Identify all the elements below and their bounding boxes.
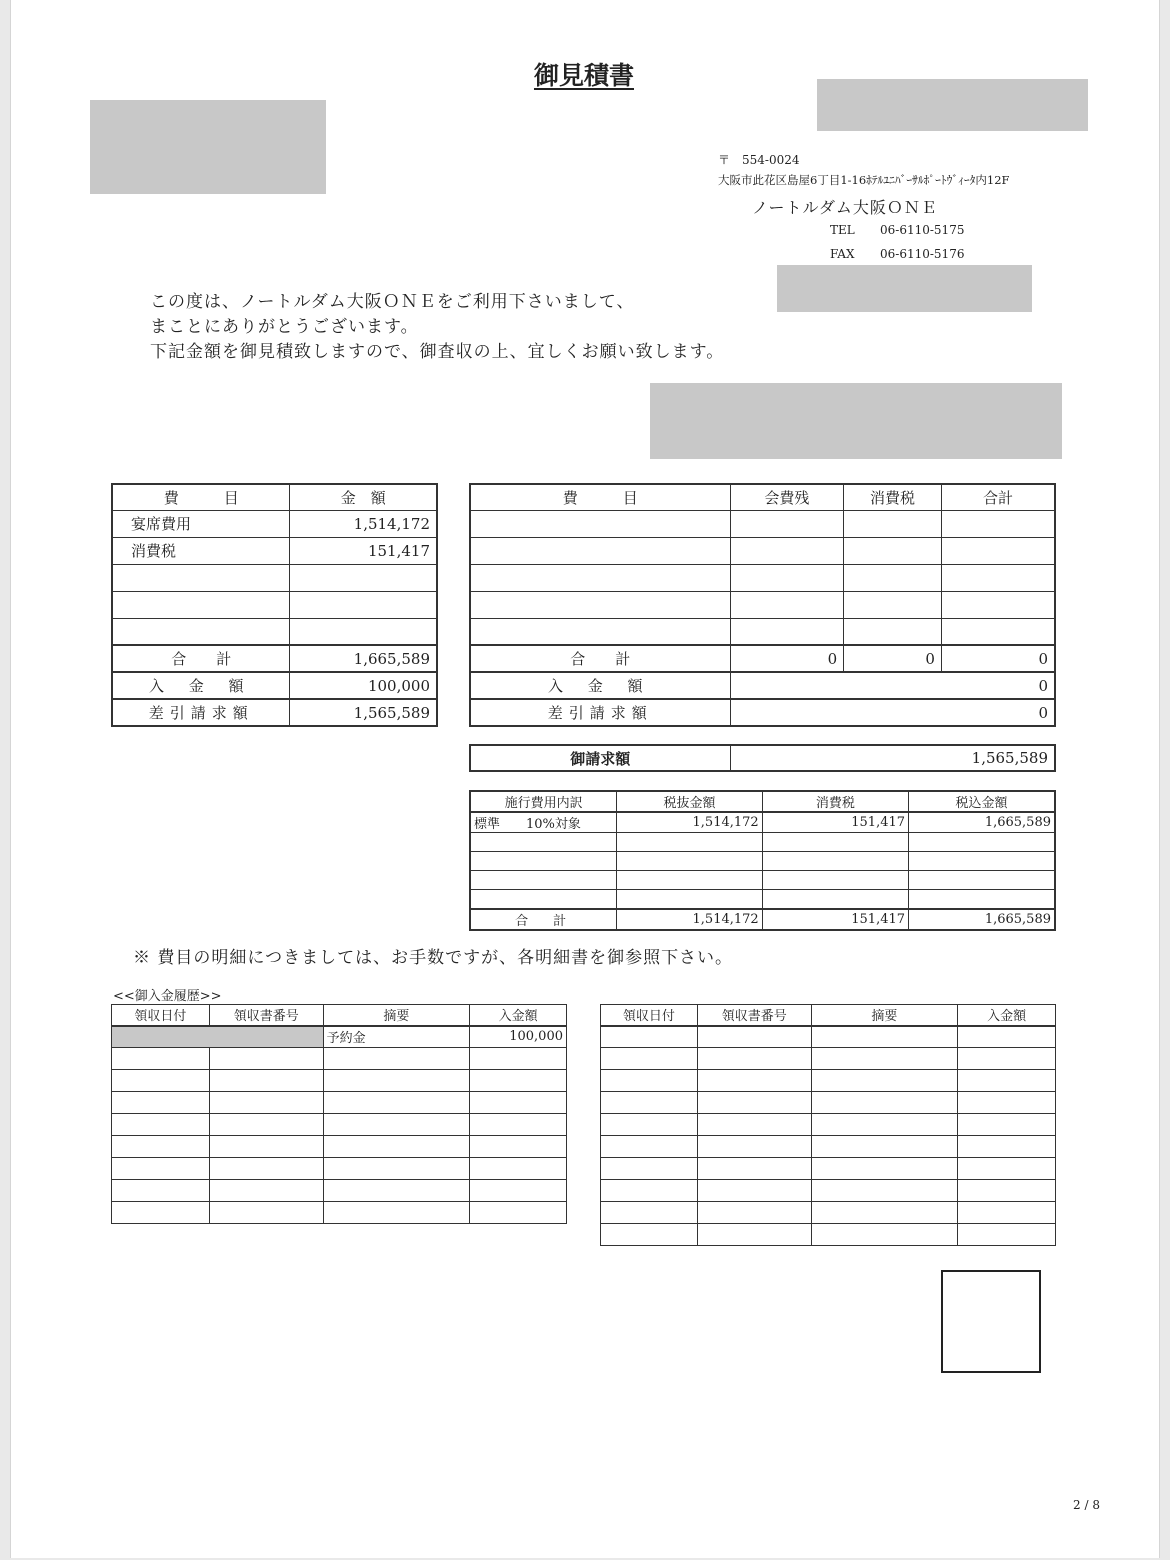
empty-cell (470, 1136, 567, 1158)
breakdown-total-excl: 1,514,172 (617, 909, 762, 930)
header-payment-amount: 入金額 (470, 1005, 567, 1026)
header-receipt-number: 領収書番号 (697, 1005, 811, 1026)
empty-cell (470, 537, 730, 564)
empty-cell (697, 1224, 811, 1246)
item-name: 消費税 (112, 537, 290, 564)
summary-table-left (111, 483, 438, 727)
empty-cell (811, 1026, 958, 1048)
payment-history-table-right (600, 1004, 1056, 1246)
empty-cell (112, 1048, 210, 1070)
empty-cell (470, 833, 617, 852)
empty-cell (697, 1026, 811, 1048)
empty-cell (112, 1180, 210, 1202)
redacted-date (817, 79, 1088, 131)
total-label: 合 計 (112, 645, 290, 672)
empty-cell (601, 1114, 698, 1136)
header-incl: 税込金額 (909, 791, 1055, 812)
breakdown-total-label: 合 計 (470, 909, 617, 930)
empty-cell (617, 890, 762, 909)
empty-cell (697, 1136, 811, 1158)
empty-cell (290, 591, 437, 618)
header-breakdown: 施行費用内訳 (470, 791, 617, 812)
empty-cell (811, 1180, 958, 1202)
empty-cell (323, 1070, 470, 1092)
empty-cell (323, 1136, 470, 1158)
empty-cell (941, 618, 1055, 645)
stamp-box (941, 1270, 1041, 1373)
empty-cell (601, 1158, 698, 1180)
empty-cell (762, 871, 908, 890)
total-amount: 1,665,589 (290, 645, 437, 672)
empty-cell (730, 618, 844, 645)
empty-cell (470, 618, 730, 645)
empty-cell (958, 1070, 1056, 1092)
table-row (601, 1224, 1056, 1246)
header-description: 摘要 (323, 1005, 470, 1026)
empty-cell (844, 618, 942, 645)
empty-cell (844, 510, 942, 537)
empty-cell (323, 1158, 470, 1180)
empty-cell (209, 1092, 323, 1114)
empty-cell (730, 510, 844, 537)
empty-cell (323, 1114, 470, 1136)
empty-cell (470, 591, 730, 618)
empty-cell (697, 1180, 811, 1202)
empty-cell (112, 1070, 210, 1092)
empty-cell (697, 1114, 811, 1136)
document-title: 御見積書 (533, 61, 634, 90)
empty-cell (112, 591, 290, 618)
empty-cell (601, 1224, 698, 1246)
empty-cell (470, 1180, 567, 1202)
empty-cell (470, 852, 617, 871)
empty-cell (730, 537, 844, 564)
item-amount: 151,417 (290, 537, 437, 564)
breakdown-total-incl: 1,665,589 (909, 909, 1055, 930)
table-row (470, 510, 1055, 537)
empty-cell (470, 1070, 567, 1092)
empty-cell (323, 1180, 470, 1202)
empty-cell (958, 1180, 1056, 1202)
table-row (601, 1202, 1056, 1224)
empty-cell (470, 871, 617, 890)
empty-cell (941, 510, 1055, 537)
tel-number: 06-6110-5175 (880, 223, 965, 237)
empty-cell (909, 871, 1055, 890)
empty-cell (811, 1202, 958, 1224)
redacted-receipt-date (112, 1026, 210, 1048)
header-receipt-date: 領収日付 (601, 1005, 698, 1026)
table-row (112, 618, 437, 645)
header-total: 合計 (941, 484, 1055, 510)
empty-cell (112, 564, 290, 591)
empty-cell (958, 1158, 1056, 1180)
empty-cell (470, 564, 730, 591)
table-row (112, 1114, 567, 1136)
postal-code: 〒 554-0024 (718, 153, 800, 167)
page-number: 2 / 8 (1073, 1498, 1100, 1512)
table-row (470, 833, 1055, 852)
empty-cell (697, 1070, 811, 1092)
empty-cell (844, 537, 942, 564)
empty-cell (941, 564, 1055, 591)
summary-table-right (469, 483, 1056, 727)
empty-cell (112, 1092, 210, 1114)
table-row (601, 1070, 1056, 1092)
header-payment-amount: 入金額 (958, 1005, 1056, 1026)
table-row (601, 1026, 1056, 1048)
empty-cell (697, 1158, 811, 1180)
empty-cell (811, 1048, 958, 1070)
table-row (470, 812, 1055, 833)
total-row (112, 645, 437, 672)
redacted-event-info (650, 383, 1062, 459)
balance-amount: 0 (730, 699, 1055, 726)
table-row (112, 1048, 567, 1070)
received-label: 入 金 額 (470, 672, 730, 699)
tel-label: TEL (830, 223, 855, 237)
header-description: 摘要 (811, 1005, 958, 1026)
billing-amount: 1,565,589 (730, 745, 1055, 771)
greeting (150, 290, 724, 365)
item-amount: 1,514,172 (290, 510, 437, 537)
redacted-recipient (90, 100, 326, 194)
billing-label: 御請求額 (470, 745, 730, 771)
empty-cell (112, 1136, 210, 1158)
empty-cell (209, 1158, 323, 1180)
empty-cell (811, 1158, 958, 1180)
sender-address: 大阪市此花区島屋6丁目1-16ﾎﾃﾙﾕﾆﾊﾞｰｻﾙﾎﾟｰﾄｳﾞｨｰﾀ内12F (718, 173, 1010, 187)
balance-label: 差引請求額 (470, 699, 730, 726)
breakdown-name: 標準 10%対象 (470, 812, 617, 833)
company-name: ノートルダム大阪ＯＮＥ (752, 198, 938, 217)
redacted-stamp (777, 265, 1032, 312)
table-row (112, 1070, 567, 1092)
fax-label: FAX (830, 247, 855, 261)
empty-cell (209, 1114, 323, 1136)
empty-cell (323, 1048, 470, 1070)
total-tax: 0 (844, 645, 942, 672)
table-row (470, 591, 1055, 618)
header-amount: 金 額 (290, 484, 437, 510)
table-row (470, 890, 1055, 909)
table-row (112, 1158, 567, 1180)
empty-cell (601, 1026, 698, 1048)
empty-cell (958, 1026, 1056, 1048)
greeting-line: まことにありがとうございます。 (150, 317, 419, 337)
table-row (112, 564, 437, 591)
total-membership: 0 (730, 645, 844, 672)
table-row (112, 1136, 567, 1158)
empty-cell (470, 1202, 567, 1224)
balance-amount: 1,565,589 (290, 699, 437, 726)
empty-cell (697, 1092, 811, 1114)
header-excl: 税抜金額 (617, 791, 762, 812)
table-row (601, 1092, 1056, 1114)
empty-cell (811, 1114, 958, 1136)
empty-cell (958, 1092, 1056, 1114)
empty-cell (112, 1114, 210, 1136)
empty-cell (617, 871, 762, 890)
empty-cell (601, 1048, 698, 1070)
empty-cell (762, 833, 908, 852)
payment-description: 予約金 (323, 1026, 470, 1048)
header-membership-balance: 会費残 (730, 484, 844, 510)
empty-cell (909, 852, 1055, 871)
table-row (470, 852, 1055, 871)
fax-number: 06-6110-5176 (880, 247, 965, 261)
table-row (112, 510, 437, 537)
empty-cell (112, 1202, 210, 1224)
empty-cell (209, 1202, 323, 1224)
breakdown-incl: 1,665,589 (909, 812, 1055, 833)
total-row (470, 645, 1055, 672)
greeting-line: 下記金額を御見積致しますので、御査収の上、宜しくお願い致します。 (150, 342, 725, 362)
empty-cell (470, 1048, 567, 1070)
empty-cell (762, 890, 908, 909)
empty-cell (470, 1158, 567, 1180)
table-row (601, 1048, 1056, 1070)
empty-cell (323, 1092, 470, 1114)
empty-cell (909, 833, 1055, 852)
redacted-receipt-number (209, 1026, 323, 1048)
header-tax: 消費税 (844, 484, 942, 510)
empty-cell (470, 890, 617, 909)
payment-history-table-left (111, 1004, 567, 1224)
empty-cell (209, 1136, 323, 1158)
header-receipt-date: 領収日付 (112, 1005, 210, 1026)
table-row (601, 1158, 1056, 1180)
empty-cell (601, 1070, 698, 1092)
table-row (112, 1092, 567, 1114)
empty-cell (601, 1180, 698, 1202)
empty-cell (470, 1114, 567, 1136)
table-row (470, 564, 1055, 591)
empty-cell (958, 1048, 1056, 1070)
empty-cell (697, 1202, 811, 1224)
empty-cell (811, 1136, 958, 1158)
table-row (112, 1180, 567, 1202)
empty-cell (909, 890, 1055, 909)
payment-history-caption: <<御入金履歴>> (113, 989, 222, 1004)
empty-cell (470, 1092, 567, 1114)
empty-cell (290, 564, 437, 591)
received-amount: 100,000 (290, 672, 437, 699)
received-row (470, 672, 1055, 699)
empty-cell (958, 1114, 1056, 1136)
table-row (601, 1136, 1056, 1158)
table-row (601, 1114, 1056, 1136)
empty-cell (811, 1224, 958, 1246)
empty-cell (112, 1158, 210, 1180)
empty-cell (941, 591, 1055, 618)
header-item: 費 目 (470, 484, 730, 510)
header-tax: 消費税 (762, 791, 908, 812)
empty-cell (617, 852, 762, 871)
empty-cell (601, 1092, 698, 1114)
empty-cell (730, 564, 844, 591)
empty-cell (209, 1070, 323, 1092)
empty-cell (958, 1202, 1056, 1224)
balance-row (470, 699, 1055, 726)
empty-cell (730, 591, 844, 618)
billing-amount-table (469, 744, 1056, 772)
breakdown-table (469, 790, 1056, 931)
table-row (112, 537, 437, 564)
balance-row (112, 699, 437, 726)
greeting-line: この度は、ノートルダム大阪ＯＮＥをご利用下さいまして、 (150, 292, 635, 312)
table-row (112, 591, 437, 618)
empty-cell (601, 1202, 698, 1224)
breakdown-total-tax: 151,417 (762, 909, 908, 930)
empty-cell (844, 564, 942, 591)
breakdown-tax: 151,417 (762, 812, 908, 833)
empty-cell (811, 1070, 958, 1092)
empty-cell (697, 1048, 811, 1070)
balance-label: 差引請求額 (112, 699, 290, 726)
empty-cell (470, 510, 730, 537)
table-row (112, 1026, 567, 1048)
empty-cell (762, 852, 908, 871)
table-row (470, 537, 1055, 564)
total-label: 合 計 (470, 645, 730, 672)
total-row (470, 909, 1055, 930)
empty-cell (958, 1224, 1056, 1246)
table-row (470, 871, 1055, 890)
table-row (470, 618, 1055, 645)
empty-cell (290, 618, 437, 645)
empty-cell (617, 833, 762, 852)
empty-cell (844, 591, 942, 618)
received-label: 入 金 額 (112, 672, 290, 699)
empty-cell (209, 1048, 323, 1070)
empty-cell (112, 618, 290, 645)
table-row (112, 1202, 567, 1224)
empty-cell (958, 1136, 1056, 1158)
total-sum: 0 (941, 645, 1055, 672)
empty-cell (323, 1202, 470, 1224)
header-receipt-number: 領収書番号 (209, 1005, 323, 1026)
empty-cell (941, 537, 1055, 564)
received-row (112, 672, 437, 699)
payment-amount: 100,000 (470, 1026, 567, 1048)
header-item: 費 目 (112, 484, 290, 510)
empty-cell (811, 1092, 958, 1114)
empty-cell (601, 1136, 698, 1158)
breakdown-excl: 1,514,172 (617, 812, 762, 833)
item-name: 宴席費用 (112, 510, 290, 537)
table-row (601, 1180, 1056, 1202)
empty-cell (209, 1180, 323, 1202)
detail-note: ※ 費目の明細につきましては、お手数ですが、各明細書を御参照下さい。 (133, 948, 734, 968)
received-amount: 0 (730, 672, 1055, 699)
